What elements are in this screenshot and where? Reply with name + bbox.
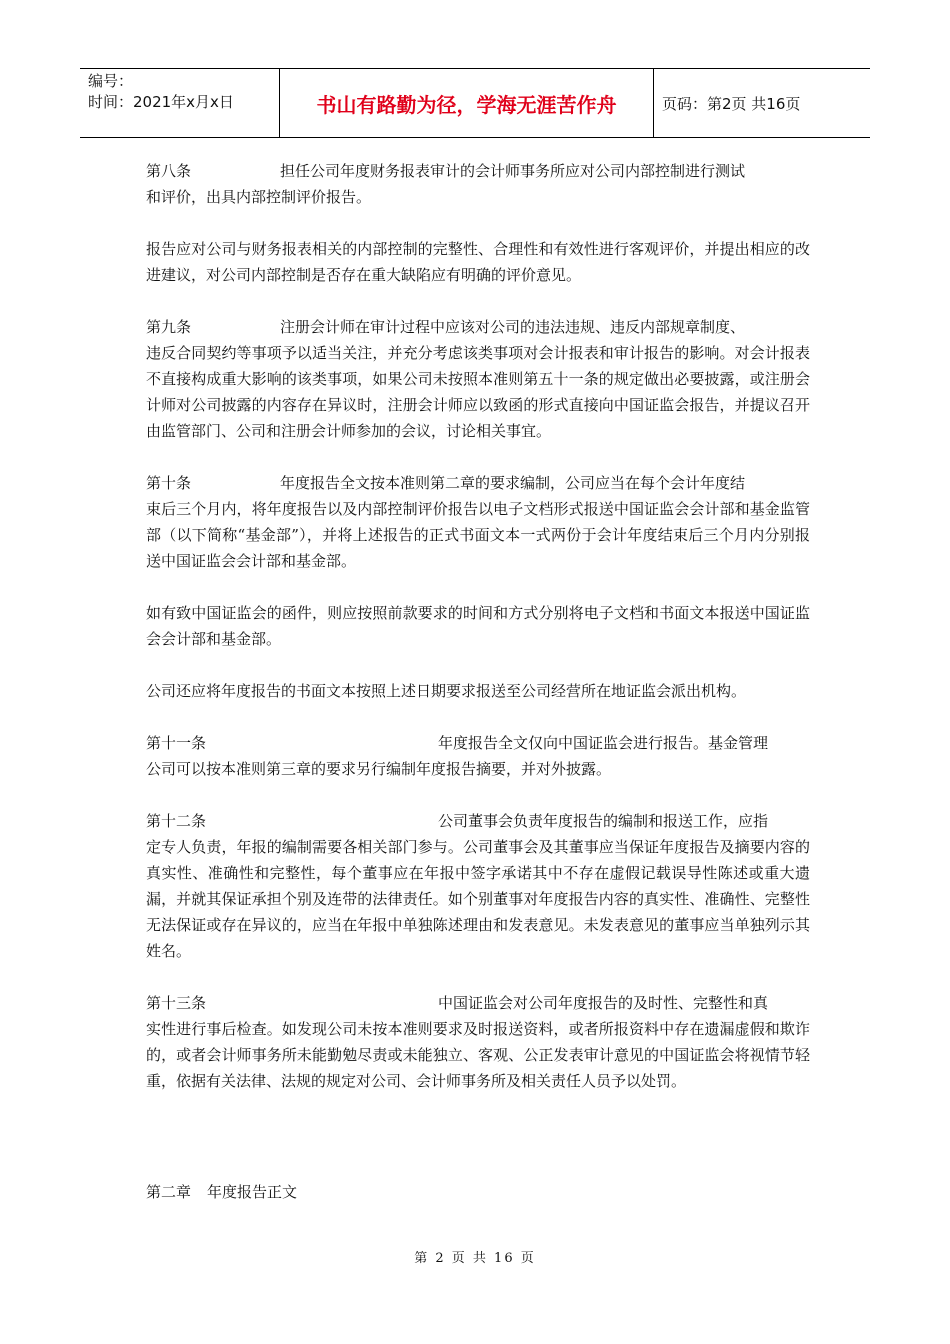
- article-label: 第九条: [146, 318, 192, 336]
- page-footer: 第 2 页 共 16 页: [414, 1251, 536, 1266]
- number-label: 编号：: [88, 72, 134, 90]
- article-first-line: 担任公司年度财务报表审计的会计师事务所应对公司内部控制进行测试: [280, 162, 746, 180]
- chapter-heading: [146, 1181, 313, 1202]
- paragraph: 公司还应将年度报告的书面文本按照上述日期要求报送至公司经营所在地证监会派出机构。: [146, 682, 747, 700]
- article-9: [146, 314, 810, 444]
- article-label: 第十三条: [146, 994, 207, 1012]
- article-text: 和评价，出具内部控制评价报告。: [146, 188, 372, 206]
- article-label: 第十一条: [146, 734, 207, 752]
- header-page-info: 页码：第2页 共16页: [662, 94, 801, 113]
- article-label: 第十条: [146, 474, 192, 492]
- article-8: [146, 158, 810, 210]
- paragraph: 如有致中国证监会的函件，则应按照前款要求的时间和方式分别将电子文档和书面文本报送中国证监会会计部和基金部。: [146, 604, 810, 648]
- article-text: 实性进行事后检查。如发现公司未按本准则要求及时报送资料，或者所报资料中存在遗漏虚假和欺诈的，或者会计师事务所未能勤勉尽责或未能独立、客观、公正发表审计意见的中国证监会将视情节轻重，依据有关法律、法规的规定对公司、会计师事务所及相关责任人员予以处罚。: [146, 1020, 810, 1090]
- chapter-number: 第二章: [146, 1183, 192, 1201]
- article-first-line: 中国证监会对公司年度报告的及时性、完整性和真: [438, 994, 769, 1012]
- article-first-line: 公司董事会负责年度报告的编制和报送工作，应指: [438, 812, 769, 830]
- article-12: [146, 808, 810, 964]
- article-text: 违反合同契约等事项予以适当关注，并充分考虑该类事项对会计报表和审计报告的影响。对会计报表不直接构成重大影响的该类事项，如果公司未按照本准则第五十一条的规定做出必要披露，或注册会计师对公司披露的内容存在异议时，注册会计师应以致函的形式直接向中国证监会报告，并提议召开由监管部门、公司和注册会计师参加的会议，讨论相关事宜。: [146, 344, 810, 440]
- article-text: 公司可以按本准则第三章的要求另行编制年度报告摘要，并对外披露。: [146, 760, 612, 778]
- header-motto: 书山有路勤为径，学海无涯苦作舟: [280, 69, 654, 137]
- document-body: [146, 158, 810, 1120]
- article-11: [146, 730, 810, 782]
- article-first-line: 年度报告全文仅向中国证监会进行报告。基金管理: [438, 734, 769, 752]
- page-header: [80, 68, 870, 138]
- chapter-title: 年度报告正文: [207, 1183, 298, 1201]
- article-label: 第十二条: [146, 812, 207, 830]
- article-10: [146, 470, 810, 574]
- article-first-line: 年度报告全文按本准则第二章的要求编制，公司应当在每个会计年度结: [280, 474, 746, 492]
- article-label: 第八条: [146, 162, 192, 180]
- article-text: 束后三个月内，将年度报告以及内部控制评价报告以电子文档形式报送中国证监会会计部和基金监管部（以下简称“基金部”），并将上述报告的正式书面文本一式两份于会计年度结束后三个月内分别报送中国证监会会计部和基金部。: [146, 500, 810, 570]
- header-meta: [80, 69, 280, 137]
- time-label: 时间：2021年x月x日: [88, 93, 234, 111]
- article-13: [146, 990, 810, 1094]
- article-first-line: 注册会计师在审计过程中应该对公司的违法违规、违反内部规章制度、: [280, 318, 746, 336]
- paragraph: 报告应对公司与财务报表相关的内部控制的完整性、合理性和有效性进行客观评价，并提出相应的改进建议，对公司内部控制是否存在重大缺陷应有明确的评价意见。: [146, 240, 810, 284]
- article-text: 定专人负责，年报的编制需要各相关部门参与。公司董事会及其董事应当保证年度报告及摘要内容的真实性、准确性和完整性，每个董事应在年报中签字承诺其中不存在虚假记载误导性陈述或重大遗漏，并就其保证承担个别及连带的法律责任。如个别董事对年度报告内容的真实性、准确性、完整性无法保证或存在异议的，应当在年报中单独陈述理由和发表意见。未发表意见的董事应当单独列示其姓名。: [146, 838, 810, 960]
